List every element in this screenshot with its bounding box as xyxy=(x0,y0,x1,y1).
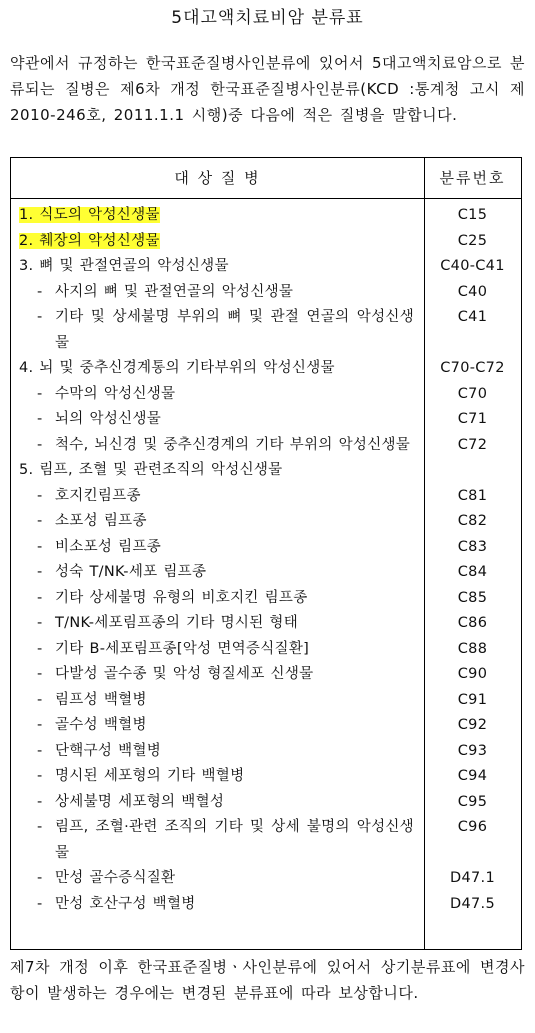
table-row xyxy=(11,662,521,688)
table-row xyxy=(11,535,521,561)
header-disease: 대 상 질 병 xyxy=(174,169,261,187)
table-row xyxy=(11,433,521,459)
disease-subitem: - 만성 골수증식질환 xyxy=(37,870,176,886)
table-row xyxy=(11,229,521,255)
table-row xyxy=(11,407,521,433)
disease-code: C15 xyxy=(457,207,488,223)
disease-subitem: - 기타 상세불명 유형의 비호지킨 림프종 xyxy=(37,589,308,606)
disease-category xyxy=(11,229,414,255)
table-row xyxy=(11,866,521,892)
table-row xyxy=(11,305,521,356)
subitem-text: 기타 상세불명 유형의 비호지킨 림프종 xyxy=(55,589,308,606)
table-row xyxy=(11,764,521,790)
disease-subitem: - 사지의 뼈 및 관절연골의 악성신생물 xyxy=(37,283,294,300)
subitem-text: 상세불명 세포형의 백혈성 xyxy=(55,793,225,810)
disease-code: C83 xyxy=(457,538,488,555)
table-row xyxy=(11,688,521,714)
disease-subitem: - 림프성 백혈병 xyxy=(37,691,147,708)
table-header xyxy=(11,158,521,199)
disease-subitem: - 골수성 백혈병 xyxy=(37,717,147,733)
table-row xyxy=(11,254,521,280)
disease-code: C94 xyxy=(457,768,488,784)
subitem-text: 소포성 림프종 xyxy=(55,513,147,529)
disease-category: 5. 림프, 조혈 및 관련조직의 악성신생물 xyxy=(19,462,283,478)
disease-code: C96 xyxy=(457,819,488,835)
document-title: 5대고액치료비암 분류표 xyxy=(171,8,364,28)
subitem-text: 단핵구성 백혈병 xyxy=(55,742,162,759)
table-row xyxy=(11,203,521,229)
disease-code: C91 xyxy=(457,691,488,708)
disease-category xyxy=(11,203,414,229)
header-code: 분류번호 xyxy=(439,169,506,187)
disease-code: C40-C41 xyxy=(440,258,505,274)
table-row xyxy=(11,280,521,306)
disease-code: C71 xyxy=(457,411,488,427)
disease-subitem: - 기타 B-세포림프종[악성 면역증식질환] xyxy=(37,640,310,657)
disease-code: C81 xyxy=(457,487,488,504)
subitem-text: 림프, 조혈·관련 조직의 기타 및 상세 불명의 악성신생물 xyxy=(55,819,414,861)
classification-table xyxy=(10,157,522,950)
disease-code: C82 xyxy=(457,513,488,529)
disease-code: C40 xyxy=(457,283,488,300)
subitem-text: 성숙 T/NK-세포 림프종 xyxy=(55,564,207,580)
disease-subitem: - 상세불명 세포형의 백혈성 xyxy=(37,793,225,810)
table-row xyxy=(11,458,521,484)
table-row xyxy=(11,713,521,739)
subitem-text: 명시된 세포형의 기타 백혈병 xyxy=(55,768,245,784)
disease-subitem: - 수막의 악성신생물 xyxy=(37,385,176,402)
subitem-text: 호지킨림프종 xyxy=(55,487,141,504)
disease-code: C70-C72 xyxy=(440,360,505,376)
disease-code: D47.5 xyxy=(450,895,495,912)
disease-code: C84 xyxy=(457,564,488,580)
subitem-text: 뇌의 악성신생물 xyxy=(55,411,162,427)
subitem-text: 수막의 악성신생물 xyxy=(55,385,176,402)
disease-subitem: - 척수, 뇌신경 및 중추신경계의 기타 부위의 악성신생물 xyxy=(37,436,411,453)
disease-subitem: - T/NK-세포림프종의 기타 명시된 형태 xyxy=(37,615,299,631)
disease-subitem: - 기타 및 상세불명 부위의 뼈 및 관절 연골의 악성신생물 xyxy=(37,309,414,351)
subitem-text: 만성 호산구성 백혈병 xyxy=(55,895,196,912)
disease-code: C85 xyxy=(457,589,488,606)
disease-code: C70 xyxy=(457,385,488,402)
disease-subitem: - 뇌의 악성신생물 xyxy=(37,411,162,427)
table-row xyxy=(11,382,521,408)
footnote-paragraph: 제7차 개정 이후 한국표준질병ㆍ사인분류에 있어서 상기분류표에 변경사항이 발생하는 경우에는 변경된 분류표에 따라 보상합니다. xyxy=(10,958,525,1002)
table-row xyxy=(11,790,521,816)
table-body xyxy=(11,203,521,917)
disease-code: C93 xyxy=(457,742,488,759)
table-row xyxy=(11,611,521,637)
disease-subitem: - 림프, 조혈·관련 조직의 기타 및 상세 불명의 악성신생물 xyxy=(37,819,414,861)
disease-code: C88 xyxy=(457,640,488,657)
disease-code: C95 xyxy=(457,793,488,810)
disease-code: C92 xyxy=(457,717,488,733)
table-row xyxy=(11,356,521,382)
subitem-text: 다발성 골수종 및 악성 형질세포 신생물 xyxy=(55,666,314,682)
disease-subitem: - 소포성 림프종 xyxy=(37,513,147,529)
disease-category: 3. 뼈 및 관절연골의 악성신생물 xyxy=(19,258,229,274)
subitem-text: 기타 B-세포림프종[악성 면역증식질환] xyxy=(55,640,310,657)
table-row xyxy=(11,560,521,586)
table-row xyxy=(11,892,521,918)
disease-subitem: - 다발성 골수종 및 악성 형질세포 신생물 xyxy=(37,666,314,682)
disease-code: D47.1 xyxy=(450,870,495,886)
disease-subitem: - 호지킨림프종 xyxy=(37,487,141,504)
disease-code: C72 xyxy=(457,436,488,453)
table-row xyxy=(11,739,521,765)
disease-code: C25 xyxy=(457,232,488,249)
disease-code: C86 xyxy=(457,615,488,631)
disease-subitem: - 단핵구성 백혈병 xyxy=(37,742,162,759)
subitem-text: 만성 골수증식질환 xyxy=(55,870,176,886)
subitem-text: 비소포성 림프종 xyxy=(55,538,162,555)
disease-code: C41 xyxy=(457,309,488,325)
highlighted-text: 1. 식도의 악성신생물 xyxy=(19,207,160,223)
subitem-text: T/NK-세포림프종의 기타 명시된 형태 xyxy=(55,615,299,631)
disease-category: 4. 뇌 및 중추신경계통의 기타부위의 악성신생물 xyxy=(19,360,335,376)
table-row xyxy=(11,586,521,612)
table-row xyxy=(11,637,521,663)
intro-paragraph: 약관에서 규정하는 한국표준질병사인분류에 있어서 5대고액치료암으로 분류되는 질병은 제6차 개정 한국표준질병사인분류(KCD :통계청 고시 제2010-246호, 2011.1.1 시행)중 다음에 적은 질병을 말합니다. xyxy=(10,54,525,124)
table-row xyxy=(11,484,521,510)
disease-subitem: - 만성 호산구성 백혈병 xyxy=(37,895,196,912)
disease-subitem: - 성숙 T/NK-세포 림프종 xyxy=(37,564,207,580)
subitem-text: 림프성 백혈병 xyxy=(55,691,147,708)
subitem-text: 기타 및 상세불명 부위의 뼈 및 관절 연골의 악성신생물 xyxy=(55,309,414,351)
subitem-text: 골수성 백혈병 xyxy=(55,717,147,733)
table-row xyxy=(11,815,521,866)
disease-subitem: - 비소포성 림프종 xyxy=(37,538,162,555)
disease-code: C90 xyxy=(457,666,488,682)
table-row xyxy=(11,509,521,535)
subitem-text: 사지의 뼈 및 관절연골의 악성신생물 xyxy=(55,283,294,300)
subitem-text: 척수, 뇌신경 및 중추신경계의 기타 부위의 악성신생물 xyxy=(55,436,411,453)
highlighted-text: 2. 췌장의 악성신생물 xyxy=(19,232,160,249)
disease-subitem: - 명시된 세포형의 기타 백혈병 xyxy=(37,768,245,784)
